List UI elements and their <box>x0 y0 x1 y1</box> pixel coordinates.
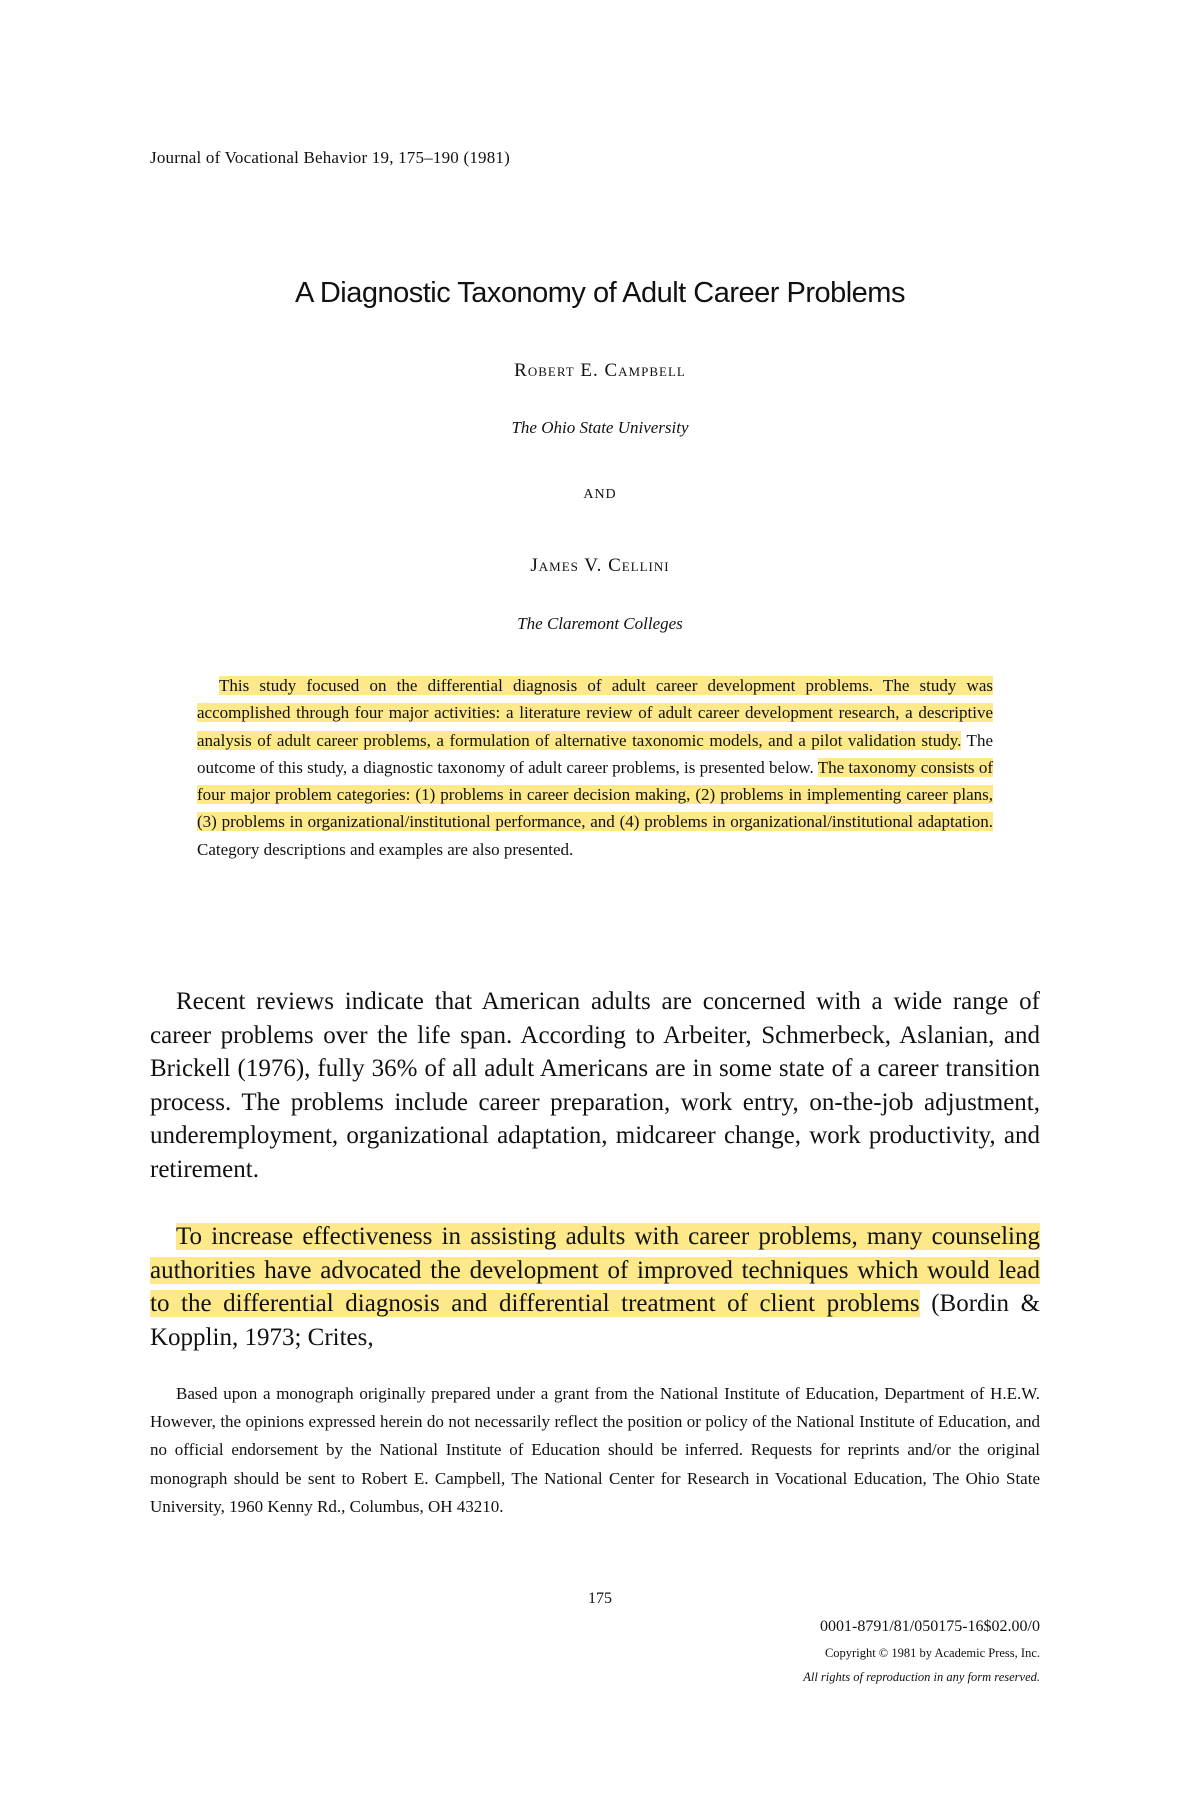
affiliation-2: The Claremont Colleges <box>517 614 683 633</box>
body-paragraph-2-highlight: To increase effectiveness in assisting adults with career problems, many counseling authorities have advocated the development of improved techniques which would lead to the differential diagnosis and differential treatment of client problems <box>150 1223 1040 1317</box>
author-conjunction: AND <box>583 487 617 502</box>
affiliation-1: The Ohio State University <box>511 418 689 437</box>
publisher-code: 0001-8791/81/050175-16$02.00/0 <box>820 1618 1040 1635</box>
page-number: 175 <box>588 1590 612 1607</box>
abstract <box>197 672 993 863</box>
abstract-highlight-2: The taxonomy consists of four major problem categories: (1) problems in career decision making, (2) problems in implementing career plans, (3) problems in organizational/institutional performance, and (4) problems in organizational/institutional adaptation. <box>197 757 994 832</box>
abstract-text-1: The outcome of this study, a diagnostic taxonomy of adult career problems, is presented below. <box>197 730 993 777</box>
body-paragraph-2-text: (Bordin & Kopplin, 1973; Crites, <box>150 1290 1041 1351</box>
copyright-notice: Copyright © 1981 by Academic Press, Inc. <box>824 1646 1040 1660</box>
author-1: Robert E. Campbell <box>514 360 686 381</box>
footnote: Based upon a monograph originally prepared under a grant from the National Institute of Education, Department of H.E.W. However, the opinions expressed herein do not necessarily reflect the position or policy of the National Institute of Education, and no official endorsement by the National Institute of Education should be inferred. Requests for reprints and/or the original monograph should be sent to Robert E. Campbell, The National Center for Research in Vocational Education, The Ohio State University, 1960 Kenny Rd., Columbus, OH 43210. <box>150 1384 1040 1516</box>
author-2: James V. Cellini <box>530 555 670 576</box>
body-paragraph-2 <box>150 1220 1040 1354</box>
abstract-highlight-1: This study focused on the differential diagnosis of adult career development problems. The study was accomplished through four major activities: a literature review of adult career development research, a descriptive analysis of adult career problems, a formulation of alternative taxonomic models, and a pilot validation study. <box>197 676 993 750</box>
abstract-text-2: Category descriptions and examples are also presented. <box>197 839 574 859</box>
rights-notice: All rights of reproduction in any form reserved. <box>803 1670 1040 1684</box>
journal-citation: Journal of Vocational Behavior 19, 175–190 (1981) <box>150 148 510 167</box>
body-paragraph-1: Recent reviews indicate that American adults are concerned with a wide range of career problems over the life span. According to Arbeiter, Schmerbeck, Aslanian, and Brickell (1976), fully 36% of all adult Americans are in some state of a career transition process. The problems include career preparation, work entry, on-the-job adjustment, underemployment, organizational adaptation, midcareer change, work productivity, and retirement. <box>150 988 1040 1183</box>
article-title: A Diagnostic Taxonomy of Adult Career Problems <box>295 277 905 309</box>
